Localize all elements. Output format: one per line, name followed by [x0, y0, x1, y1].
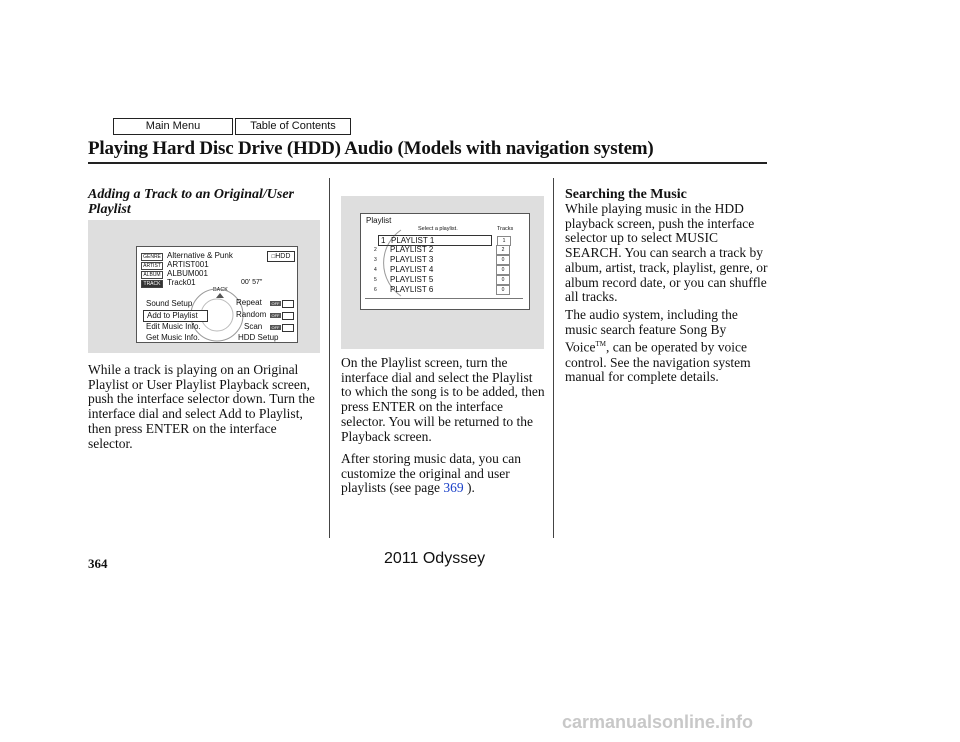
source-badge: [267, 251, 295, 262]
playlist-row-tracks: 2: [496, 245, 510, 255]
playlist-row[interactable]: [374, 265, 528, 275]
playlist-row[interactable]: [374, 255, 528, 265]
menu-add-to-playlist[interactable]: Add to Playlist: [143, 310, 208, 322]
middle-paragraph-2-end: ).: [466, 480, 475, 496]
page-369-link[interactable]: 369: [443, 480, 464, 496]
genre-tag: GENRE: [141, 253, 163, 261]
playlist-row[interactable]: [374, 275, 528, 285]
playlist-screen-subtitle: Select a playlist.: [418, 226, 458, 232]
playlist-row-name: PLAYLIST 1: [391, 236, 435, 245]
playlist-row[interactable]: [374, 245, 528, 255]
playlist-row-name: PLAYLIST 4: [390, 265, 434, 274]
right-paragraph-1: While playing music in the HDD playback screen, push the interface selector up to select MUSIC SEARCH. You can search a track by album, artist, track, playlist, genre, or album record date, or you can shuffle all tracks.: [565, 201, 768, 305]
watermark: carmanualsonline.info: [562, 712, 754, 732]
back-label: BACK: [213, 287, 228, 293]
menu-get-music-info[interactable]: Get Music Info.: [146, 333, 200, 342]
playlist-row-tracks: 0: [496, 275, 510, 285]
album-tag: ALBUM: [141, 271, 163, 279]
playlist-row-tracks: 1: [497, 236, 511, 246]
menu-hdd-setup[interactable]: HDD Setup: [238, 333, 279, 342]
scan-off-badge: OFF: [271, 325, 280, 330]
playlist-row-tracks: 0: [496, 255, 510, 265]
right-paragraph-2: [565, 308, 772, 385]
tracks-header: Tracks: [497, 226, 514, 232]
playlist-row-name: PLAYLIST 2: [390, 245, 434, 254]
repeat-off-badge: OFF: [271, 301, 280, 306]
playlist-row-number: 6: [374, 287, 377, 293]
playlist-row-name: PLAYLIST 3: [390, 255, 434, 264]
playlist-row[interactable]: [374, 285, 528, 295]
table-of-contents-button[interactable]: Table of Contents: [235, 118, 351, 135]
page-number: 364: [88, 556, 108, 571]
column-divider-2: [553, 178, 554, 538]
menu-random[interactable]: Random: [236, 310, 267, 319]
album-value: ALBUM001: [167, 269, 208, 278]
playlist-row-number: 3: [374, 257, 377, 263]
right-heading: Searching the Music: [565, 187, 687, 202]
column-divider-1: [329, 178, 330, 538]
playlist-footer-bar: [365, 298, 523, 306]
main-menu-button[interactable]: Main Menu: [113, 118, 233, 135]
playlist-row-name: PLAYLIST 5: [390, 275, 434, 284]
disc-icon: □: [271, 254, 276, 260]
title-rule: [88, 162, 767, 164]
random-icon: [282, 312, 294, 320]
menu-scan[interactable]: Scan: [244, 322, 263, 331]
playlist-row-tracks: 0: [496, 265, 510, 275]
scan-icon: [282, 324, 294, 332]
playlist-row-number: 2: [374, 247, 377, 253]
playlist-row-tracks: 0: [496, 285, 510, 295]
figure-playback: [88, 220, 320, 353]
random-off-badge: OFF: [271, 313, 280, 318]
playlist-screen: [360, 213, 530, 310]
artist-tag: ARTIST: [141, 262, 163, 270]
trademark-mark: TM: [595, 340, 606, 349]
genre-value: Alternative & Punk: [167, 251, 233, 260]
repeat-icon: [282, 300, 294, 308]
right-paragraph-2-end: , can be operated by voice control. See the navigation system manual for complete details.: [565, 339, 751, 385]
playlist-row-number: 4: [374, 267, 377, 273]
figure-playlist: [341, 196, 544, 349]
menu-repeat[interactable]: Repeat: [236, 298, 262, 307]
playback-screen: [136, 246, 298, 343]
menu-sound-setup[interactable]: Sound Setup: [146, 299, 193, 308]
middle-paragraph-1: On the Playlist screen, turn the interface dial and select the Playlist to which the song is to be added, then press ENTER on the interface selector. You will be returned to the Playback screen.: [341, 355, 545, 444]
right-paragraph-2-text: The audio system, including the music search feature Song By Voice: [565, 307, 738, 355]
playlist-row-name: PLAYLIST 6: [390, 285, 434, 294]
left-paragraph: While a track is playing on an Original Playlist or User Playlist Playback screen, push the interface selector down. Turn the interface dial and select Add to Playlist, then press ENTER on the interface selector.: [88, 362, 315, 451]
artist-value: ARTIST001: [167, 260, 209, 269]
page-title: Playing Hard Disc Drive (HDD) Audio (Models with navigation system): [88, 138, 654, 159]
playlist-row-number: 5: [374, 277, 377, 283]
elapsed-time: 00' 57": [241, 279, 263, 286]
playlist-list: [366, 235, 526, 297]
left-heading: Adding a Track to an Original/User Playlist: [88, 187, 295, 217]
track-value: Track01: [167, 278, 196, 287]
middle-paragraph-2-text: After storing music data, you can customize the original and user playlists (see page: [341, 451, 521, 496]
source-label: HDD: [275, 253, 291, 260]
menu-edit-music-info[interactable]: Edit Music Info.: [146, 322, 201, 331]
footer-model: 2011 Odyssey: [384, 550, 486, 567]
playlist-screen-title: Playlist: [366, 216, 392, 225]
playlist-row-number: 1: [381, 236, 386, 245]
track-tag: TRACK: [141, 280, 163, 288]
middle-paragraph-2: [341, 452, 546, 496]
